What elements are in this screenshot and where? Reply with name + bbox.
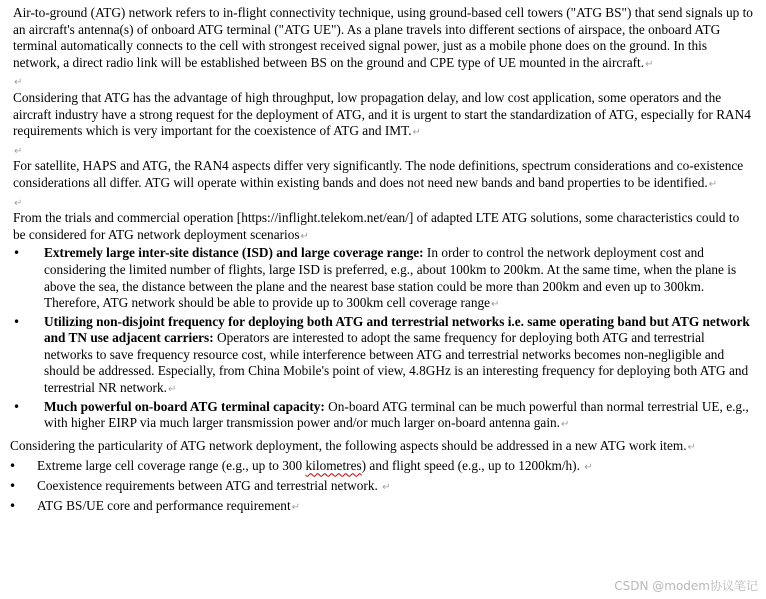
empty-paragraph <box>13 194 753 211</box>
paragraph-mark-icon: ↵ <box>300 230 309 242</box>
list-item: • ATG BS/UE core and performance requirement↵ <box>9 497 301 513</box>
list-item <box>13 245 753 313</box>
empty-paragraph <box>13 142 753 159</box>
bullet-icon: • <box>9 479 17 494</box>
bullet-icon: • <box>9 459 17 474</box>
paragraph-mark-icon: ↵ <box>560 419 570 431</box>
bullet-icon: • <box>13 399 21 414</box>
paragraph-mark-icon: ↵ <box>382 482 391 494</box>
paragraph-mark-icon: ↵ <box>14 77 23 89</box>
paragraph-mark-icon: ↵ <box>291 501 301 513</box>
paragraph-mark-icon: ↵ <box>167 384 177 396</box>
bullet-icon: • <box>9 498 17 513</box>
paragraph-ran4-aspects: For satellite, HAPS and ATG, the RAN4 aspects differ very significantly. The node definitions, spectrum considerations and co-existence considerations all differ. ATG will operate within existing bands and does not need new bands and band properties to be identified.↵ <box>13 158 744 190</box>
paragraph-mark-icon: ↵ <box>412 127 421 139</box>
paragraph-mark-icon: ↵ <box>14 145 23 157</box>
bullet-icon: • <box>13 314 21 329</box>
list-item <box>13 314 753 399</box>
list-item-body: On-board ATG terminal can be much powerful than normal terrestrial UE, e.g., with higher EIRP via much larger transmission power and/or much larger on-board antenna gain. <box>44 398 749 431</box>
list-item-body: Operators are interested to adopt the same frequency for deploying both ATG and terrestrial networks to save frequency resource cost, while interference between ATG and terrestrial networks becomes non-negligible and should be addressed. Especially, from China Mobile's point of view, 4.8GHz is an interesting frequency for deploying both ATG and terrestrial NR network. <box>44 330 749 396</box>
paragraph-trials: From the trials and commercial operation [https://inflight.telekom.net/ean/] of adapted LTE ATG solutions, some characteristics could to be considered for ATG network deployment scenarios↵ <box>13 210 740 242</box>
list-item-heading: Much powerful on-board ATG terminal capacity: <box>44 398 325 414</box>
paragraph-atg-advantages: Considering that ATG has the advantage of high throughput, low propagation delay, and low cost application, some operators and the aircraft industry have a strong request for the deployment of ATG, and it is urgent to start the standardization of ATG, especially for RAN4 requirements which is very important for the coexistence of ATG and IMT.↵ <box>13 89 751 139</box>
list-item-body: In order to control the network deployment cost and considering the limited number of flights, large ISD is preferred, e.g., about 100km to 200km. At the same time, when the plane is above the sea, the distance between the plane and the nearest base station could be more than 200km and even up to 300km. Therefore, ATG network should be able to provide up to 300km cell coverage range <box>44 245 737 311</box>
paragraph-mark-icon: ↵ <box>708 178 718 190</box>
paragraph-work-item-intro: Considering the particularity of ATG network deployment, the following aspects should be addressed in a new ATG work item.↵ <box>10 437 696 453</box>
spelling-flagged-word[interactable]: kilometres <box>305 458 362 474</box>
paragraph-atg-definition: Air-to-ground (ATG) network refers to in-flight connectivity technique, using ground-based cell towers ("ATG BS") that send signals up to an aircraft's antenna(s) of onboard ATG terminal ("ATG UE"). As a plane travels into different sections of airspace, the onboard ATG terminal automatically connects to the cell with strongest received signal power, just as a mobile phone does on the ground. In this network, a direct radio link will be established between BS on the ground and CPE type of UE mounted in the aircraft.↵ <box>13 5 753 70</box>
work-item-list <box>9 458 753 516</box>
paragraph-mark-icon: ↵ <box>584 462 593 474</box>
list-item-heading: Utilizing non-disjoint frequency for deploying both ATG and terrestrial networks i.e. same operating band but ATG network and TN use adjacent carriers: <box>44 313 750 346</box>
paragraph-mark-icon: ↵ <box>687 441 696 453</box>
list-item <box>13 399 753 434</box>
document-body <box>9 5 753 517</box>
paragraph-mark-icon: ↵ <box>645 58 654 70</box>
watermark: CSDN @modem协议笔记 <box>614 579 758 594</box>
list-item-heading: Extremely large inter-site distance (ISD) and large coverage range: <box>44 245 424 261</box>
paragraph-mark-icon: ↵ <box>491 299 500 311</box>
bullet-icon: • <box>13 246 21 261</box>
empty-paragraph <box>13 73 753 90</box>
list-item: • Extreme large cell coverage range (e.g., up to 300 kilometres) and flight speed (e.g., up to 1200km/h). ↵ <box>9 458 593 474</box>
list-item: • Coexistence requirements between ATG and terrestrial network. ↵ <box>9 478 391 494</box>
paragraph-mark-icon: ↵ <box>14 197 23 209</box>
characteristics-list <box>13 245 753 434</box>
